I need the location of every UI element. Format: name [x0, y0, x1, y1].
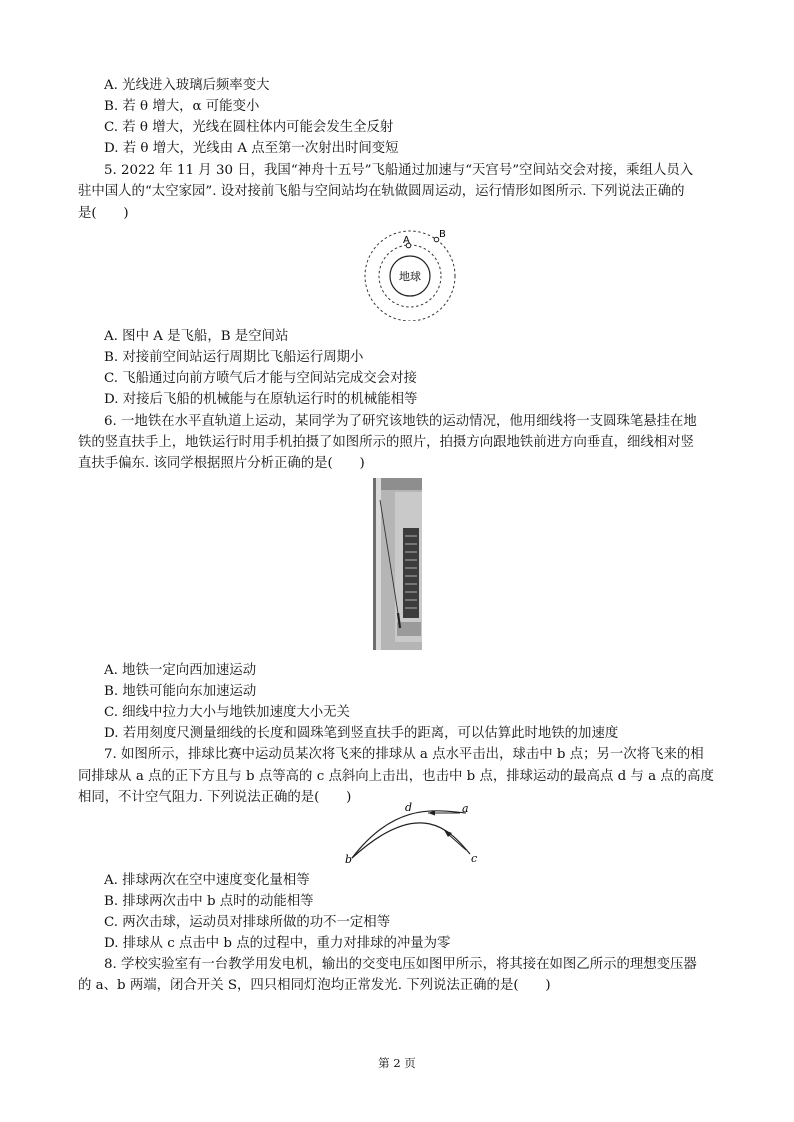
q4-option-a: A. 光线进入玻璃后频率变大 — [104, 78, 270, 93]
q6-option-c: C. 细线中拉力大小与地铁加速度大小无关 — [104, 705, 350, 720]
q5-option-a: A. 图中 A 是飞船，B 是空间站 — [104, 329, 289, 344]
q4-option-c: C. 若 θ 增大，光线在圆柱体内可能会发生全反射 — [104, 120, 394, 135]
q8-stem-line-1: 8. 学校实验室有一台教学用发电机，输出的交变电压如图甲所示，将其接在如图乙所示的理想变压器 — [104, 957, 697, 972]
q7-option-a: A. 排球两次在空中速度变化量相等 — [104, 873, 310, 888]
orbit-figure — [360, 226, 460, 321]
trajectory-from-c — [352, 823, 470, 858]
q4-option-b: B. 若 θ 增大，α 可能变小 — [104, 99, 260, 114]
q5-stem-line-3: 是( ) — [78, 206, 129, 221]
q7-stem-line-3: 相同，不计空气阻力. 下列说法正确的是( ) — [78, 790, 352, 805]
q7-option-b: B. 排球两次击中 b 点时的动能相等 — [104, 894, 314, 909]
label-c: c — [471, 852, 478, 865]
q6-option-d: D. 若用刻度尺测量细线的长度和圆珠笔到竖直扶手的距离，可以估算此时地铁的加速度 — [104, 726, 619, 741]
q5-stem-line-1: 5. 2022 年 11 月 30 日，我国“神舟十五号”飞船通过加速与“天宫号”空间站交会对接，乘组人员入 — [104, 163, 694, 178]
q6-stem-line-2: 铁的竖直扶手上，地铁运行时用手机拍摄了如图所示的照片，拍摄方向跟地铁前进方向垂直，细线相对竖 — [78, 435, 694, 450]
q7-option-c: C. 两次击球，运动员对排球所做的功不一定相等 — [104, 915, 391, 930]
q7-stem-line-2: 同排球从 a 点的正下方且与 b 点等高的 c 点斜向上击出，也击中 b 点，排球运动的最高点 d 与 a 点的高度 — [78, 769, 714, 784]
label-d: d — [405, 801, 413, 814]
subway-photo — [373, 478, 422, 650]
label-a: a — [462, 802, 469, 815]
earth-label: 地球 — [399, 270, 421, 283]
q5-option-c: C. 飞船通过向前方喷气后才能与空间站完成交会对接 — [104, 371, 417, 386]
q7-stem-line-1: 7. 如图所示，排球比赛中运动员某次将飞来的排球从 a 点水平击出，球击中 b 点；另一次将飞来的相 — [104, 747, 704, 762]
window-panel — [403, 528, 419, 618]
volleyball-trajectory-figure — [340, 800, 490, 870]
point-a-label: A — [403, 235, 410, 246]
q5-stem-line-2: 驻中国人的“太空家园”. 设对接前飞船与空间站均在轨做圆周运动，运行情形如图所示. 下列说法正确的 — [78, 184, 685, 199]
q6-option-b: B. 地铁可能向东加速运动 — [104, 684, 257, 699]
q7-option-d: D. 排球从 c 点击中 b 点的过程中，重力对排球的冲量为零 — [104, 936, 451, 951]
q8-stem-line-2: 的 a、b 两端，闭合开关 S，四只相同灯泡均正常发光. 下列说法正确的是( ) — [78, 978, 551, 993]
page-number: 第 2 页 — [378, 1056, 416, 1070]
q5-option-d: D. 对接后飞船的机械能与在原轨运行时的机械能相等 — [104, 392, 418, 407]
q6-stem-line-3: 直扶手偏东. 该同学根据照片分析正确的是( ) — [78, 456, 365, 471]
q6-stem-line-1: 6. 一地铁在水平直轨道上运动，某同学为了研究该地铁的运动情况，他用细线将一支圆珠笔悬挂在地 — [104, 414, 697, 429]
arrow-toward-c — [448, 834, 466, 850]
q4-option-d: D. 若 θ 增大，光线由 A 点至第一次射出时间变短 — [104, 141, 399, 156]
q6-option-a: A. 地铁一定向西加速运动 — [104, 663, 257, 678]
label-b: b — [345, 853, 353, 866]
subway-photo-graphic — [373, 478, 422, 650]
point-b-label: B — [439, 229, 446, 240]
q5-option-b: B. 对接前空间站运行周期比飞船运行周期小 — [104, 350, 364, 365]
